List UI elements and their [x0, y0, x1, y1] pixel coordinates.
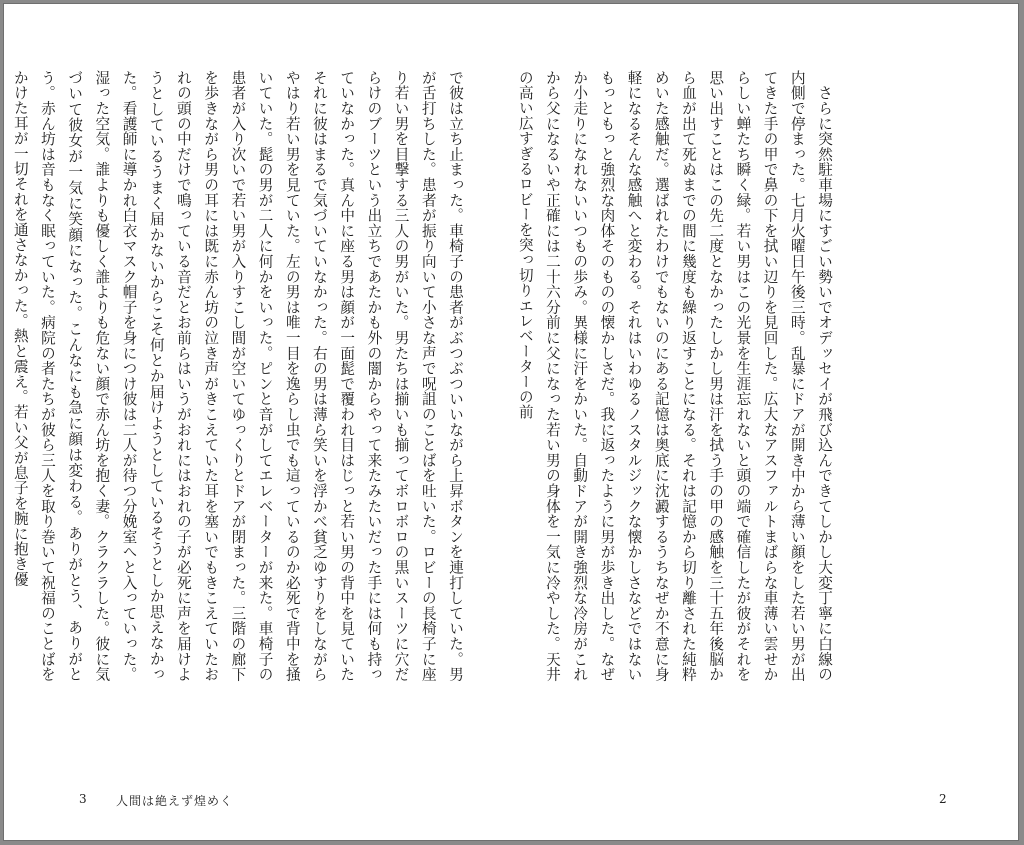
- book-spread: [3, 3, 1019, 841]
- left-page-number: 3: [79, 792, 87, 806]
- right-page-number: 2: [939, 792, 947, 806]
- left-page-text: で彼は立ち止まった。車椅子の患者がぶつぶついいながら上昇ボタンを連打していた。男が舌打ちした。患者が振り向いて小さな声で呪詛のことばを吐いた。ロビーの長椅子に座り若い男を目撃する三人の男がいた。男たちは揃いも揃ってボロボロの黒いスーツに穴だらけのブーツという出立ちであたかも外の闇からやって来たみたいだった手には何も持っていなかった。真ん中に座る男は顔が一面髭で覆われ目はじっと若い男の背中を見ていたそれに彼はまるで気づいていなかった。右の男は薄ら笑いを浮かべ貧乏ゆすりをしながらやはり若い男を見ていた。左の男は唯一目を逸らし虫でも這っているのか必死で背中を掻いていた。髭の男が二人に何かをいった。ピンと音がしてエレベーターが来た。車椅子の患者が入り次いで若い男が入りすこし間が空いてゆっくりとドアが閉まった。三階の廊下を歩きながら男の耳には既に赤ん坊の泣き声がきこえていた耳を塞いでもきこえていたおれの頭の中だけで鳴っている音だとお前らはいうがおれにはおれの子が必死に声を届けようとしているうまく届かないからこそ何とか届けようとしているそうとしか思えなかった。看護師に導かれ白衣マスク帽子を身につけ彼は二人が待つ分娩室へと入っていった。湿った空気。誰よりも優しく誰よりも危ない顔で赤ん坊を抱く妻。クラクラした。彼に気づいて彼女が一気に笑顔になった。こんなにも急に顔は変わる。ありがとう、ありがとう。赤ん坊は音もなく眠っていた。病院の者たちが彼ら三人を取り巻いて祝福のことばをかけた耳が一切それを通さなかった。熱と震え。若い父が息子を腕に抱き優: [11, 70, 464, 682]
- running-title: 人間は絶えず煌めく: [116, 794, 234, 808]
- right-page-text: さらに突然駐車場にすごい勢いでオデッセイが飛び込んできてしかし大変丁寧に白線の内側で停まった。七月火曜日午後三時。乱暴にドアが開き中から薄い顔をした若い男が出てきた手の甲で鼻の下を拭い辺りを見回した。広大なアスファルトまばらな車薄い雲せからしい蝉たち瞬く緑。若い男はこの光景を生涯忘れないと頭の端で確信したが彼がそれを思い出すことはこの先二度となかったしかし男は汗を拭う手の甲の感触を三十五年後脳から血が出て死ぬまでの間に幾度も繰り返すことになる。それは記憶から切り離された純粋めいた感触だ。選ばれたわけでもないのにある記憶は奥底に沈澱するうちなぜか不意に身軽になるそんな感触へと変わる。それはいわゆるノスタルジックな懐かしさなどではないもっともっと強烈な肉体そのものの懐かしさだ。我に返ったように男が歩き出した。なぜか小走りになれないいつもの歩み。異様に汗をかいた。自動ドアが開き強烈な冷房がこれから父になるいや正確には二十六分前に父になった若い男の身体を一気に冷やした。天井の高い広すぎるロビーを突っ切りエレベーターの前: [516, 70, 833, 682]
